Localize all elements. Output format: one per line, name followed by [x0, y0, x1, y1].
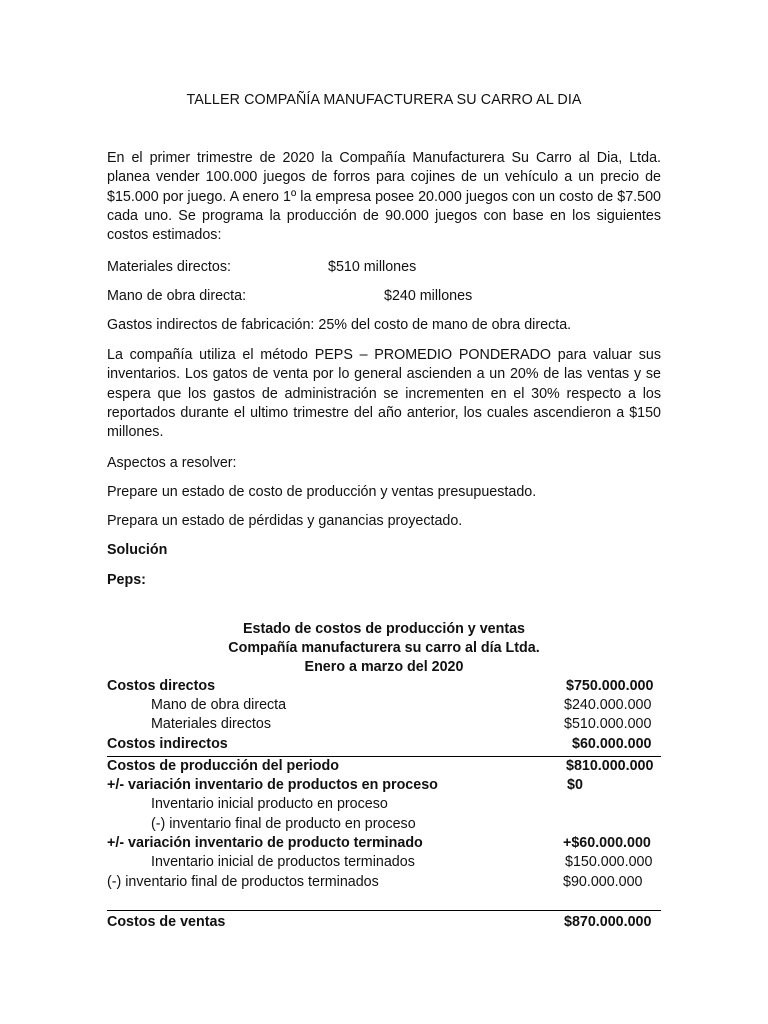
row-label: +/- variación inventario de productos en proceso [107, 777, 438, 793]
row-label: Inventario inicial de productos terminados [151, 854, 415, 870]
row-amount: $90.000.000 [563, 874, 643, 890]
intro-paragraph: En el primer trimestre de 2020 la Compañía Manufacturera Su Carro al Dia, Ltda. planea vender 100.000 juegos de forros para cojines de un vehículo a un precio de $15.000 por juego. A enero 1º la empresa posee 20.000 juegos con un costo de $7.500 cada uno. Se programa la producción de 90.000 juegos con base en los siguientes costos estimados: [107, 150, 661, 244]
statement-period: Enero a marzo del 2020 [304, 659, 464, 675]
row-label: Mano de obra directa [151, 697, 287, 713]
row-amount: $0 [567, 777, 583, 793]
row-label: +/- variación inventario de producto terminado [107, 835, 423, 851]
peps-heading: Peps: [107, 572, 146, 588]
table-row [107, 835, 661, 854]
row-label: Costos indirectos [107, 736, 228, 752]
row-label: Costos directos [107, 678, 216, 694]
row-label: (-) inventario final de producto en proceso [151, 816, 416, 832]
cost-label-labor: Mano de obra directa: [107, 288, 247, 304]
cost-label-materials: Materiales directos: [107, 259, 231, 275]
table-row [107, 697, 661, 716]
table-row [107, 736, 661, 755]
table-row [107, 777, 661, 796]
cost-value-materials: $510 millones [328, 259, 417, 275]
table-row [107, 854, 661, 873]
aspects-heading: Aspectos a resolver: [107, 455, 237, 471]
table-row [107, 796, 661, 815]
task-2: Prepara un estado de pérdidas y ganancias proyectado. [107, 513, 463, 529]
row-label: Materiales directos [151, 716, 271, 732]
row-amount: $870.000.000 [564, 914, 652, 930]
row-label: Inventario inicial producto en proceso [151, 796, 388, 812]
divider [107, 910, 661, 911]
method-paragraph: La compañía utiliza el método PEPS – PROMEDIO PONDERADO para valuar sus inventarios. Los gatos de venta por lo general ascienden a un 20% de las ventas y se espera que los gastos de administración se incrementen en el 30% respecto a los reportados durante el ultimo trimestre del año anterior, los cuales ascendieron a $150 millones. [107, 347, 661, 441]
document-title: TALLER COMPAÑÍA MANUFACTURERA SU CARRO AL DIA [186, 92, 582, 108]
row-label: Costos de producción del periodo [107, 758, 339, 774]
cost-value-labor: $240 millones [384, 288, 473, 304]
table-row [107, 758, 661, 777]
table-row [107, 874, 661, 893]
table-row [107, 914, 661, 933]
row-amount: +$60.000.000 [563, 835, 651, 851]
row-amount: $150.000.000 [565, 854, 653, 870]
row-label: (-) inventario final de productos terminados [107, 874, 379, 890]
indirect-costs-text: Gastos indirectos de fabricación: 25% del costo de mano de obra directa. [107, 317, 572, 333]
solution-heading: Solución [107, 542, 168, 558]
row-amount: $810.000.000 [566, 758, 654, 774]
row-amount: $240.000.000 [564, 697, 652, 713]
row-amount: $510.000.000 [564, 716, 652, 732]
row-label: Costos de ventas [107, 914, 226, 930]
table-row [107, 816, 661, 835]
task-1: Prepare un estado de costo de producción y ventas presupuestado. [107, 484, 537, 500]
row-amount: $750.000.000 [566, 678, 654, 694]
statement-company: Compañía manufacturera su carro al día Ltda. [228, 640, 540, 656]
statement-title: Estado de costos de producción y ventas [242, 621, 526, 637]
row-amount: $60.000.000 [572, 736, 652, 752]
divider [107, 756, 661, 757]
table-row [107, 678, 661, 697]
table-row [107, 716, 661, 735]
